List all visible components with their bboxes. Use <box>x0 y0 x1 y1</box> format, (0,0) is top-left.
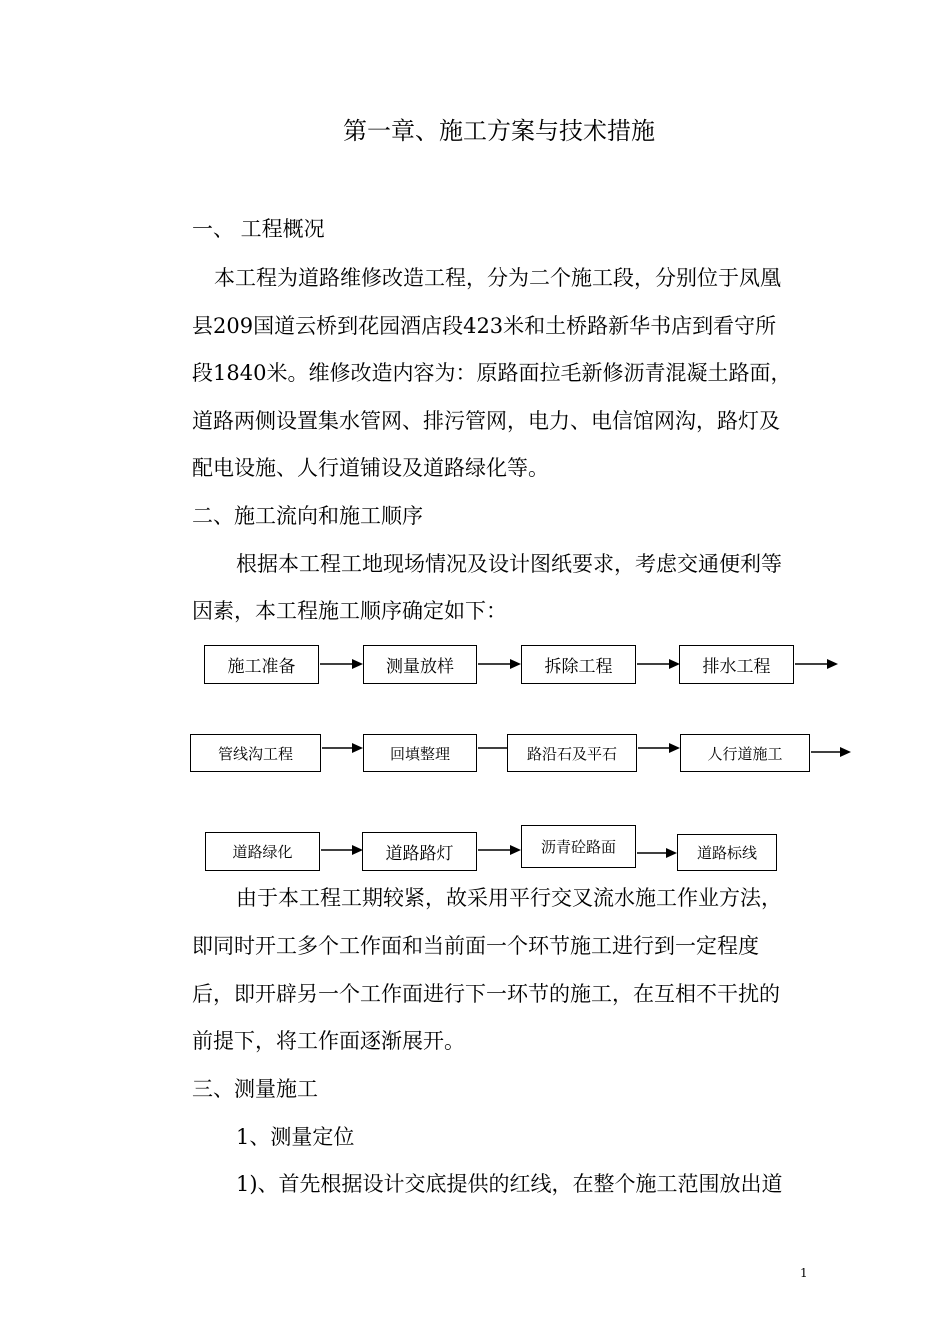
paragraph-line: 配电设施、人行道铺设及道路绿化等。 <box>192 456 549 480</box>
arrow-right-icon <box>811 745 851 759</box>
paragraph-line: 道路两侧设置集水管网、排污管网，电力、电信馆网沟，路灯及 <box>192 409 780 433</box>
section-heading: 一、 工程概况 <box>192 217 325 241</box>
flow-step: 测量放样 <box>363 645 477 684</box>
paragraph-line: 因素，本工程施工顺序确定如下： <box>192 599 507 623</box>
arrow-right-icon <box>321 843 363 857</box>
flow-step: 排水工程 <box>679 645 794 684</box>
section-heading: 二、施工流向和施工顺序 <box>192 504 423 528</box>
arrow-right-icon <box>322 741 363 755</box>
paragraph-line: 即同时开工多个工作面和当前面一个环节施工进行到一定程度 <box>192 934 759 958</box>
flow-step: 拆除工程 <box>521 645 636 684</box>
flow-step: 施工准备 <box>204 645 319 684</box>
paragraph-line: 本工程为道路维修改造工程，分为二个施工段，分别位于凤凰 <box>214 266 781 290</box>
flow-step: 人行道施工 <box>680 734 810 772</box>
arrow-right-icon <box>320 657 363 671</box>
paragraph-line: 根据本工程工地现场情况及设计图纸要求，考虑交通便利等 <box>236 552 782 576</box>
flow-step: 路沿石及平石 <box>507 734 637 772</box>
paragraph-line: 前提下，将工作面逐渐展开。 <box>192 1029 465 1053</box>
section-heading: 三、测量施工 <box>192 1077 318 1101</box>
arrow-right-icon <box>637 846 677 860</box>
flow-step: 回填整理 <box>363 734 477 772</box>
arrow-right-icon <box>478 843 521 857</box>
arrow-right-icon <box>637 657 680 671</box>
subsection-heading: 1、测量定位 <box>236 1125 355 1149</box>
arrow-right-icon <box>478 657 521 671</box>
paragraph-line: 段1840米。维修改造内容为：原路面拉毛新修沥青混凝土路面， <box>192 361 792 385</box>
paragraph-line: 1)、首先根据设计交底提供的红线，在整个施工范围放出道 <box>236 1172 783 1196</box>
paragraph-line: 后，即开辟另一个工作面进行下一环节的施工，在互相不干扰的 <box>192 982 780 1006</box>
flow-step: 道路路灯 <box>362 832 477 871</box>
arrow-right-icon <box>795 657 838 671</box>
paragraph-line: 县209国道云桥到花园酒店段423米和土桥路新华书店到看守所 <box>192 314 777 338</box>
page-title: 第一章、施工方案与技术措施 <box>343 117 655 145</box>
page-number: 1 <box>800 1266 808 1280</box>
paragraph-line: 由于本工程工期较紧，故采用平行交叉流水施工作业方法， <box>236 886 782 910</box>
flow-step: 沥青砼路面 <box>521 825 636 868</box>
flow-step: 管线沟工程 <box>190 734 321 772</box>
flow-step: 道路绿化 <box>205 832 320 871</box>
flow-step: 道路标线 <box>677 834 777 871</box>
arrow-right-icon <box>638 741 680 755</box>
